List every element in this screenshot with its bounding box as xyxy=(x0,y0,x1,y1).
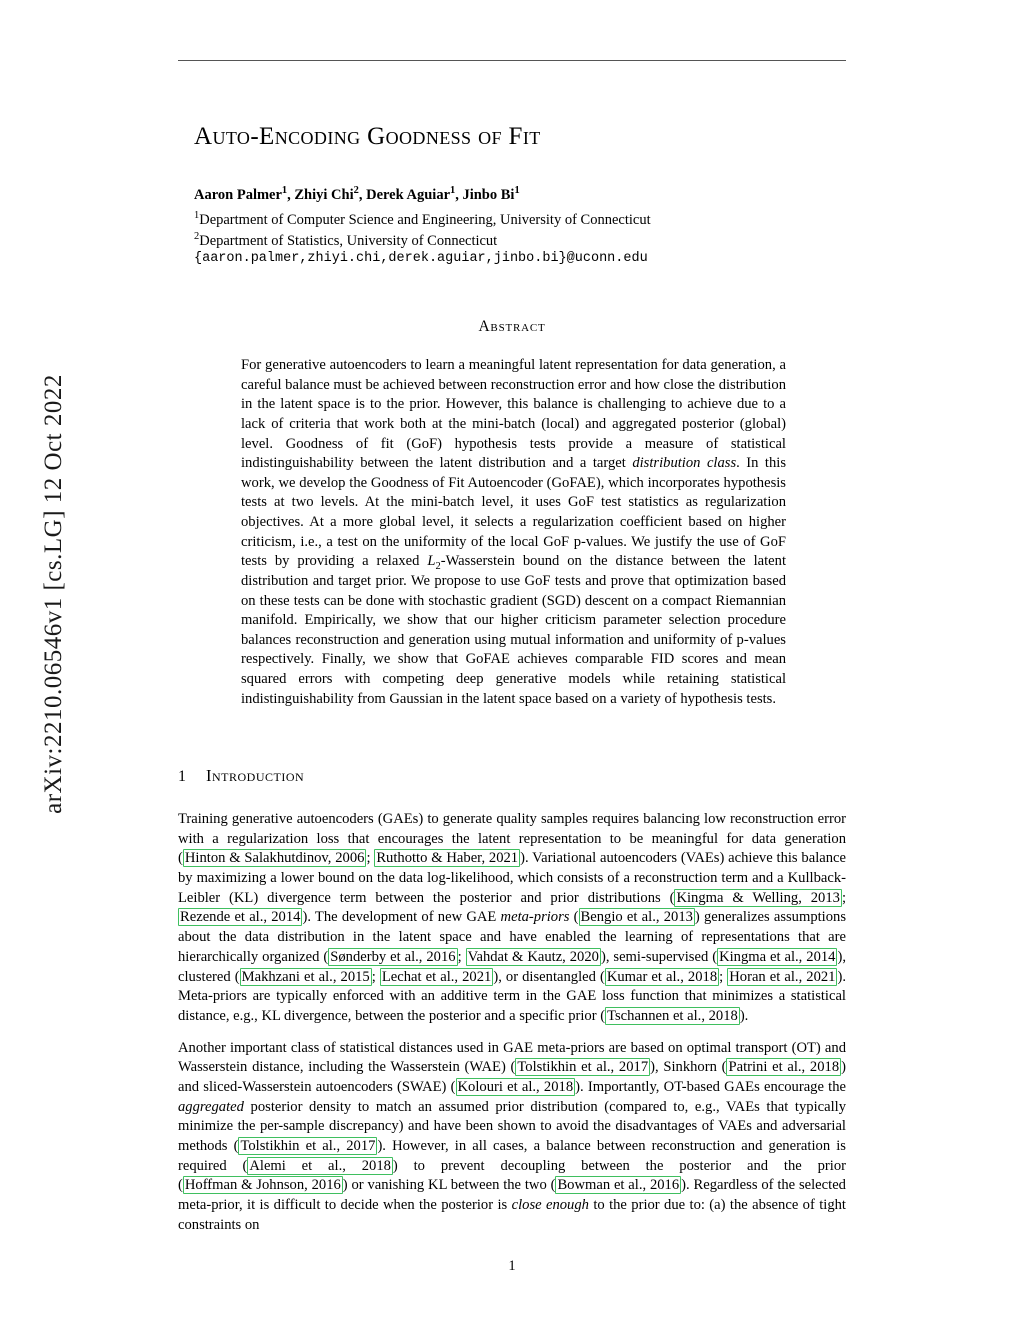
citation-link[interactable]: Ruthotto & Haber, 2021 xyxy=(376,850,519,867)
citation-link[interactable]: Kolouri et al., 2018 xyxy=(457,1078,574,1095)
text-run: ), clustered ( xyxy=(178,948,846,985)
citation-link[interactable]: Hoffman & Johnson, 2016 xyxy=(184,1177,341,1194)
citation-link[interactable]: Lechat et al., 2021 xyxy=(381,968,492,985)
citation-link[interactable]: Patrini et al., 2018 xyxy=(728,1059,840,1076)
header-rule xyxy=(178,60,846,61)
contact-emails: {aaron.palmer,zhiyi.chi,derek.aguiar,jinbo.bi}@uconn.edu xyxy=(194,251,648,266)
citation-link[interactable]: Kingma et al., 2014 xyxy=(719,948,836,965)
citation-link[interactable]: Kumar et al., 2018 xyxy=(606,968,718,985)
citation-link[interactable]: Sønderby et al., 2016 xyxy=(330,948,456,965)
citation-link[interactable]: Tolstikhin et al., 2017 xyxy=(240,1138,376,1154)
text-run: ( xyxy=(569,909,579,926)
text-run: ). Regardless of the selected meta-prior, it is difficult to decide when the posterior is xyxy=(178,1177,846,1214)
text-run: ) or vanishing KL between the two ( xyxy=(342,1177,556,1194)
citation-link[interactable]: Alemi et al., 2018 xyxy=(249,1157,391,1174)
text-run: Another important class of statistical distances used in GAE meta-priors are based on optimal transport (OT) and Wasserstein distance, including the Wasserstein (WAE) ( xyxy=(178,1039,846,1076)
citation-link[interactable]: Makhzani et al., 2015 xyxy=(241,968,370,985)
arxiv-identifier-stamp: arXiv:2210.06546v1 [cs.LG] 12 Oct 2022 xyxy=(40,374,67,814)
citation-link[interactable]: Vahdat & Kautz, 2020 xyxy=(467,948,599,965)
author-names: Aaron Palmer$^1$, Zhiyi Chi$^2$, Derek Aguiar$^1$, Jinbo Bi$^1$ xyxy=(194,185,520,203)
emphasis-close-enough: close enough xyxy=(511,1197,589,1214)
section-number: 1 xyxy=(178,768,187,785)
text-run: ) and sliced-Wasserstein autoencoders (SWAE) ( xyxy=(178,1059,846,1095)
text-run: ; xyxy=(366,850,375,867)
page-title: Auto-Encoding Goodness of Fit xyxy=(194,123,541,150)
body-text xyxy=(178,810,846,1247)
affiliation-2: $^2$Department of Statistics, University of Connecticut xyxy=(194,231,498,249)
paragraph-2 xyxy=(178,1039,846,1236)
citation-link[interactable]: Tschannen et al., 2018 xyxy=(607,1007,738,1024)
text-run: ). xyxy=(739,1007,749,1024)
page-number: 1 xyxy=(508,1258,516,1274)
citation-link[interactable]: Rezende et al., 2014 xyxy=(180,909,301,926)
paper-page xyxy=(178,0,846,1325)
text-run: ). Importantly, OT-based GAEs encourage the xyxy=(575,1078,846,1095)
citation-link[interactable]: Bengio et al., 2013 xyxy=(580,909,693,926)
emphasis-aggregated: aggregated xyxy=(178,1098,244,1115)
text-run: ). However, in all cases, a balance between reconstruction and generation is required ( xyxy=(178,1138,846,1174)
text-run: ) to prevent decoupling between the posterior and the prior ( xyxy=(178,1157,846,1194)
citation-link[interactable]: Bowman et al., 2016 xyxy=(557,1177,680,1194)
section-heading-introduction xyxy=(178,766,846,786)
abstract-body: For generative autoencoders to learn a meaningful latent representation for data generation, a careful balance must be achieved between reconstruction error and how close the distribution in the latent space is to the prior. However, this balance is challenging to achieve due to a lack of criteria that work both at the mini-batch (local) and aggregated posterior (global) level. Goodness of fit (GoF) hypothesis tests provide a measure of statistical indistinguishability between the latent distribution and a target distribution class. In this work, we develop the Goodness of Fit Autoencoder (GoFAE), which incorporates hypothesis tests at two levels. At the mini-batch level, it uses GoF test statistics as regularization objectives. At a more global level, it selects a regularization coefficient based on higher criticism, i.e., a test on the uniformity of the local GoF p-values. We justify the use of GoF tests by providing a relaxed $L_2$-Wasserstein bound on the distance between the latent distribution and target prior. We propose to use GoF tests and prove that optimization based on these tests can be done with stochastic gradient (SGD) descent on a compact Riemannian manifold. Empirically, we show that our higher criticism parameter selection procedure balances reconstruction and generation using mutual information and uniformity of p-values respectively. Finally, we show that GoFAE achieves comparable FID scores and mean squared errors with competing deep generative models while retaining statistical indistinguishability from Gaussian in the latent space based on a variety of hypothesis tests. xyxy=(241,357,787,707)
text-run: ), Sinkhorn ( xyxy=(650,1059,727,1076)
author-list xyxy=(194,185,834,206)
citation-link[interactable]: Kingma & Welling, 2013 xyxy=(676,889,840,906)
text-run: ). Variational autoencoders (VAEs) achieve this balance by maximizing a lower bound on the data log-likelihood, which consists of a reconstruction term and a Kullback-Leibler (KL) divergence term between the posterior and prior distributions ( xyxy=(178,850,846,906)
text-run: ), or disentangled ( xyxy=(493,968,605,985)
emphasis-meta-priors: meta-priors xyxy=(500,909,570,926)
text-run: ). The development of new GAE xyxy=(302,909,501,926)
text-run: ). Meta-priors are typically enforced with an additive term in the GAE loss function that minimizes a statistical distance, e.g., KL divergence, between the posterior and a specific prior ( xyxy=(178,968,846,1024)
text-run: ), semi-supervised ( xyxy=(600,948,718,965)
citation-link[interactable]: Horan et al., 2021 xyxy=(729,968,836,985)
text-run: Training generative autoencoders (GAEs) to generate quality samples requires balancing low reconstruction error with a regularization loss that encourages the latent representation to be meaningful for data generation ( xyxy=(178,811,846,867)
paragraph-1: Training generative autoencoders (GAEs) to generate quality samples requires balancing low reconstruction error with a regularization loss that encourages the latent representation to be meaningful for data generation ( Hinton & Salakhutdinov, 2006 ; Ruthotto & Haber, 2021 ). Variational autoencoders (VAEs) achieve this balance by maximizing a lower bound on the data log-likelihood, which consists of a reconstruction term and a Kullback-Leibler (KL) divergence term between the posterior and prior distributions ( Kingma & Welling, 2013 ; Rezende et al., 2014 ). The development of new GAE meta-priors ( Bengio et al., 2013 ) generalizes assumptions about the data distribution in the latent space and have enabled the learning of representations that are hierarchically organized ( Sønderby et al., 2016 ; Vahdat & Kautz, 2020 ), semi-supervised ( Kingma et al., 2014 ), clustered ( Makhzani et al., 2015 ; Lechat et al., 2021 ), or disentangled ( Kumar et al., 2018 ; Horan et al., 2021 ). Meta-priors are typically enforced with an additive term in the GAE loss function that minimizes a statistical distance, e.g., KL divergence, between the posterior and a specific prior ( Tschannen et al., 2018 ). xyxy=(178,811,847,1024)
section-title: Introduction xyxy=(206,766,305,785)
affiliation-1: $^1$Department of Computer Science and Engineering, University of Connecticut xyxy=(194,210,651,228)
text-run: ) generalizes assumptions about the data distribution in the latent space and have enabled the learning of representations that are hierarchically organized ( xyxy=(178,909,847,965)
text-run: posterior density to match an assumed prior distribution (compared to, e.g., VAEs that typically minimize the per-sample discrepancy) and have been shown to avoid the disadvantages of VAEs and adversarial methods ( xyxy=(178,1098,846,1154)
abstract-heading: Abstract xyxy=(478,318,546,335)
citation-link[interactable]: Hinton & Salakhutdinov, 2006 xyxy=(184,850,365,867)
citation-link[interactable]: Tolstikhin et al., 2017 xyxy=(517,1059,649,1076)
text-run: to the prior due to: (a) the absence of tight constraints on xyxy=(178,1197,846,1233)
